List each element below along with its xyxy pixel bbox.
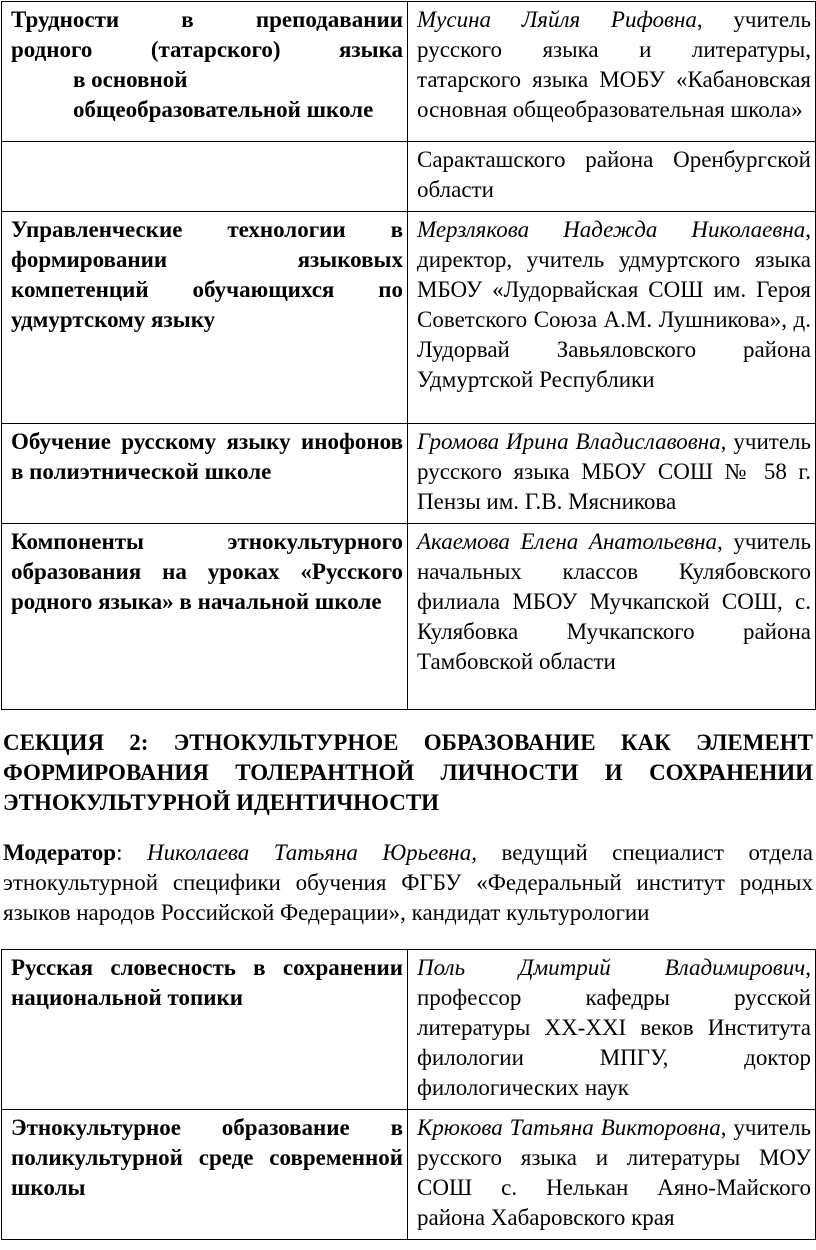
speaker-details: Саракташского района Оренбургской области: [417, 147, 811, 202]
topic-line: Трудности в преподавании: [11, 7, 403, 32]
speaker-name: Мусина Ляйля Рифовна: [417, 7, 697, 32]
table-row: [2, 524, 816, 710]
speaker-details: , учитель русского языка и литературы, татарского языка МОБУ «Кабановская основная общеобразовательная школа»: [417, 7, 811, 122]
talk-topic: Русская словесность в сохранении национальной топики: [2, 950, 408, 1110]
topic-line: родного (татарского) языка: [11, 37, 403, 62]
table-row: [2, 950, 816, 1110]
speaker-details: , профессор кафедры русской литературы XX-XXI веков Института филологии МПГУ, доктор филологических наук: [417, 955, 811, 1100]
moderator-paragraph: [3, 838, 813, 928]
speaker-name: Крюкова Татьяна Викторовна: [417, 1115, 721, 1140]
table-row: [2, 424, 816, 524]
moderator-label: Модератор: [3, 840, 117, 865]
table-row: [2, 1110, 816, 1240]
talk-speaker: [408, 212, 816, 424]
talk-topic-empty: [2, 142, 408, 212]
table-row: [2, 212, 816, 424]
talk-speaker: [408, 524, 816, 710]
moderator-colon: :: [116, 840, 147, 865]
talk-topic: Управленческие технологии в формировании языковых компетенций обучающихся по удмуртскому языку: [2, 212, 408, 424]
speaker-details: , директор, учитель удмуртского языка МБОУ «Лудорвайская СОШ им. Героя Советского Союза А.М. Лушникова», д. Лудорвай Завьяловского района Удмуртской Республики: [417, 217, 811, 392]
speaker-name: Громова Ирина Владиславовна: [417, 429, 721, 454]
talk-topic: Обучение русскому языку инофонов в полиэтнической школе: [2, 424, 408, 524]
talk-topic: Компоненты этнокультурного образования на уроках «Русского родного языка» в начальной школе: [2, 524, 408, 710]
table-row: [2, 2, 816, 142]
talk-speaker: [408, 1110, 816, 1240]
talk-speaker: [408, 950, 816, 1110]
talk-speaker: [408, 2, 816, 142]
talk-speaker: [408, 142, 816, 212]
topic-line: в основной: [73, 67, 188, 92]
speaker-name: Поль Дмитрий Владимирович: [417, 955, 806, 980]
speaker-details: , учитель начальных классов Кулябовского филиала МБОУ Мучкапской СОШ, с. Кулябовка Мучкапского района Тамбовской области: [417, 529, 811, 674]
talk-topic: Этнокультурное образование в поликультурной среде современной школы: [2, 1110, 408, 1240]
program-table-1: [1, 1, 816, 710]
speaker-details: , учитель русского языка и литературы МОУ СОШ с. Нелькан Аяно-Майского района Хабаровского края: [417, 1115, 811, 1230]
speaker-details: , учитель русского языка МБОУ СОШ № 58 г. Пензы им. Г.В. Мясникова: [417, 429, 811, 514]
table-row: [2, 142, 816, 212]
section-heading: СЕКЦИЯ 2: ЭТНОКУЛЬТУРНОЕ ОБРАЗОВАНИЕ КАК ЭЛЕМЕНТ ФОРМИРОВАНИЯ ТОЛЕРАНТНОЙ ЛИЧНОСТИ И СОХРАНЕНИИ ЭТНОКУЛЬТУРНОЙ ИДЕНТИЧНОСТИ: [3, 730, 813, 815]
moderator-details: ведущий специалист отдела этнокультурной специфики обучения ФГБУ «Федеральный институт родных языков народов Российской Федерации», кандидат культурологии: [3, 840, 813, 925]
moderator-name: Николаева Татьяна Юрьевна,: [146, 840, 477, 865]
talk-topic: [2, 2, 408, 142]
topic-line: общеобразовательной школе: [73, 97, 374, 122]
speaker-name: Акаемова Елена Анатольевна: [417, 529, 718, 554]
program-table-2: [1, 949, 816, 1240]
talk-speaker: [408, 424, 816, 524]
speaker-name: Мерзлякова Надежда Николаевна: [417, 217, 806, 242]
